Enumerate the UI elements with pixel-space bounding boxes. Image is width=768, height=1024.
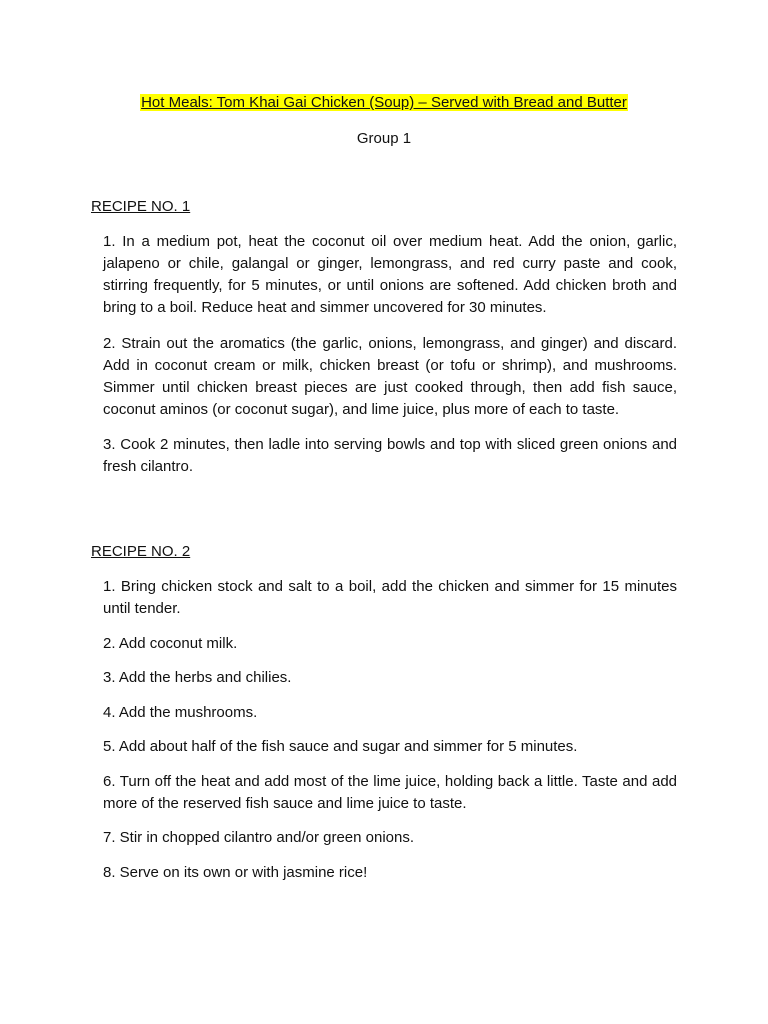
recipe-step: 3. Add the herbs and chilies. (103, 669, 292, 686)
recipe-section-2 (91, 541, 677, 896)
recipe-step: 2. Strain out the aromatics (the garlic, onions, lemongrass, and ginger) and discard. Add in coconut cream or milk, chicken breast (or tofu or shrimp), and mushrooms. Simmer until chicken breast pieces are just cooked through, then add fish sauce, coconut aminos (or coconut sugar), and lime juice, plus more of each to taste. (103, 334, 677, 418)
recipe-step: 4. Add the mushrooms. (103, 703, 258, 721)
recipe-step: 5. Add about half of the fish sauce and sugar and simmer for 5 minutes. (103, 738, 578, 755)
recipe-step: 6. Turn off the heat and add most of the lime juice, holding back a little. Taste and add more of the reserved fish sauce and lime juice to taste. (103, 772, 677, 812)
recipe-steps (91, 576, 677, 884)
recipe-step: 2. Add coconut milk. (103, 634, 238, 652)
recipe-steps (91, 231, 677, 478)
recipe-heading: RECIPE NO. 1 (91, 198, 191, 215)
recipe-step: 3. Cook 2 minutes, then ladle into serving bowls and top with sliced green onions and fresh cilantro. (103, 436, 677, 475)
recipe-step: 8. Serve on its own or with jasmine rice! (103, 863, 368, 881)
group-label: Group 1 (356, 130, 412, 147)
recipe-step: 1. In a medium pot, heat the coconut oil over medium heat. Add the onion, garlic, jalapeno or chile, galangal or ginger, lemongrass, and red curry paste and cook, stirring frequently, for 5 minutes, or until onions are softened. Add chicken broth and bring to a boil. Reduce heat and simmer uncovered for 30 minutes. (103, 233, 677, 316)
document-title-line (0, 92, 768, 114)
recipe-section-1 (91, 196, 677, 492)
recipe-step: 1. Bring chicken stock and salt to a boil, add the chicken and simmer for 15 minutes until tender. (103, 578, 677, 617)
recipe-heading: RECIPE NO. 2 (91, 543, 191, 560)
recipe-step: 7. Stir in chopped cilantro and/or green onions. (103, 829, 415, 846)
document-title: Hot Meals: Tom Khai Gai Chicken (Soup) – Served with Bread and Butter (141, 94, 627, 111)
